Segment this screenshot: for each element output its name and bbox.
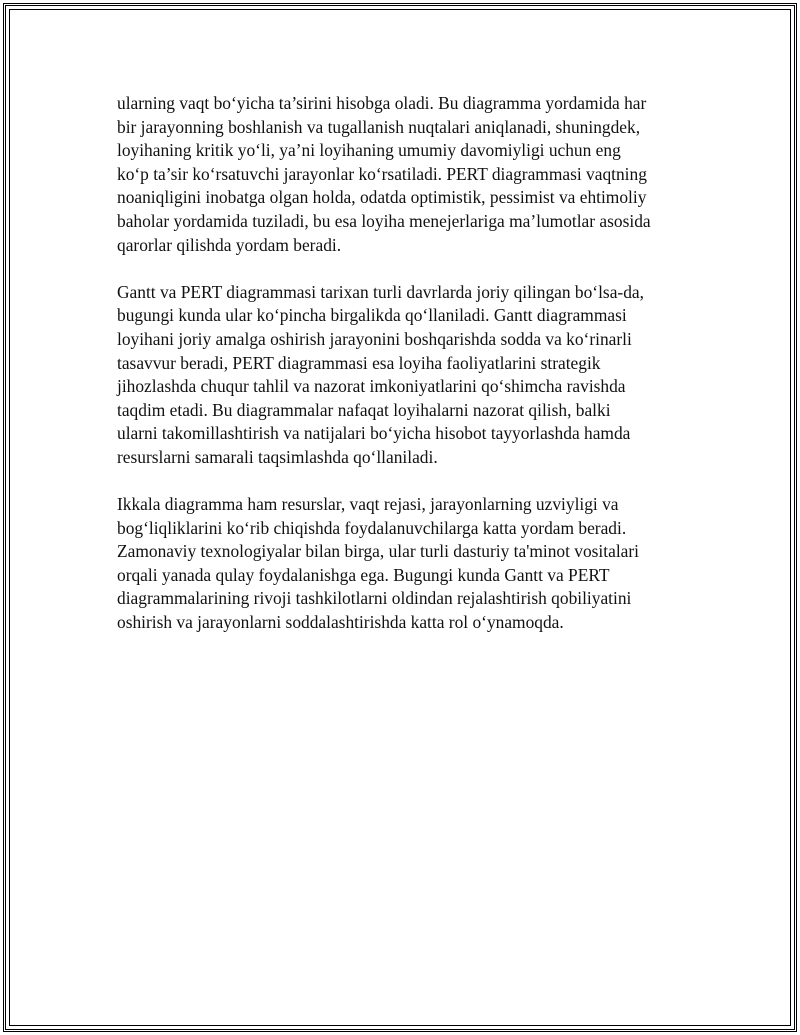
- text-line: Zamonaviy texnologiyalar bilan birga, ular turli dasturiy ta'minot vositalari: [117, 541, 639, 562]
- text-line: Gantt va PERT diagrammasi tarixan turli davrlarda joriy qilingan bo‘lsa-da,: [117, 281, 644, 302]
- text-line: baholar yordamida tuziladi, bu esa loyiha menejerlariga ma’lumotlar asosida: [117, 210, 651, 231]
- text-line: taqdim etadi. Bu diagrammalar nafaqat loyihalarni nazorat qilish, balki: [117, 399, 611, 420]
- paragraph-3: [117, 493, 689, 635]
- text-line: bugungi kunda ular ko‘pincha birgalikda qo‘llaniladi. Gantt diagrammasi: [117, 305, 627, 326]
- text-line: tasavvur beradi, PERT diagrammasi esa loyiha faoliyatlarini strategik: [117, 352, 601, 373]
- text-line: Ikkala diagramma ham resurslar, vaqt rejasi, jarayonlarning uzviyligi va: [117, 494, 619, 515]
- paragraph-1: [117, 92, 689, 257]
- text-line: resurslarni samarali taqsimlashda qo‘llaniladi.: [117, 446, 438, 467]
- text-line: loyihani joriy amalga oshirish jarayonini boshqarishda sodda va ko‘rinarli: [117, 328, 632, 349]
- paragraph-2: [117, 281, 689, 470]
- text-line: diagrammalarining rivoji tashkilotlarni oldindan rejalashtirish qobiliyatini: [117, 588, 632, 609]
- text-line: bog‘liqliklarini ko‘rib chiqishda foydalanuvchilarga katta yordam beradi.: [117, 517, 627, 538]
- text-line: qarorlar qilishda yordam beradi.: [117, 234, 342, 255]
- text-line: orqali yanada qulay foydalanishga ega. Bugungi kunda Gantt va PERT: [117, 564, 610, 585]
- text-line: ularning vaqt bo‘yicha ta’sirini hisobga oladi. Bu diagramma yordamida har: [117, 93, 647, 113]
- text-line: noaniqligini inobatga olgan holda, odatda optimistik, pessimist va ehtimoliy: [117, 187, 647, 208]
- text-line: ularni takomillashtirish va natijalari bo‘yicha hisobot tayyorlashda hamda: [117, 423, 631, 444]
- text-line: bir jarayonning boshlanish va tugallanish nuqtalari aniqlanadi, shuningdek,: [117, 116, 641, 137]
- document-body: [117, 92, 689, 658]
- text-line: oshirish va jarayonlarni soddalashtirishda katta rol o‘ynamoqda.: [117, 612, 564, 633]
- text-line: ko‘p ta’sir ko‘rsatuvchi jarayonlar ko‘rsatiladi. PERT diagrammasi vaqtning: [117, 163, 647, 184]
- text-line: loyihaning kritik yo‘li, ya’ni loyihaning umumiy davomiyligi uchun eng: [117, 140, 621, 161]
- text-line: jihozlashda chuqur tahlil va nazorat imkoniyatlarini qo‘shimcha ravishda: [117, 376, 626, 397]
